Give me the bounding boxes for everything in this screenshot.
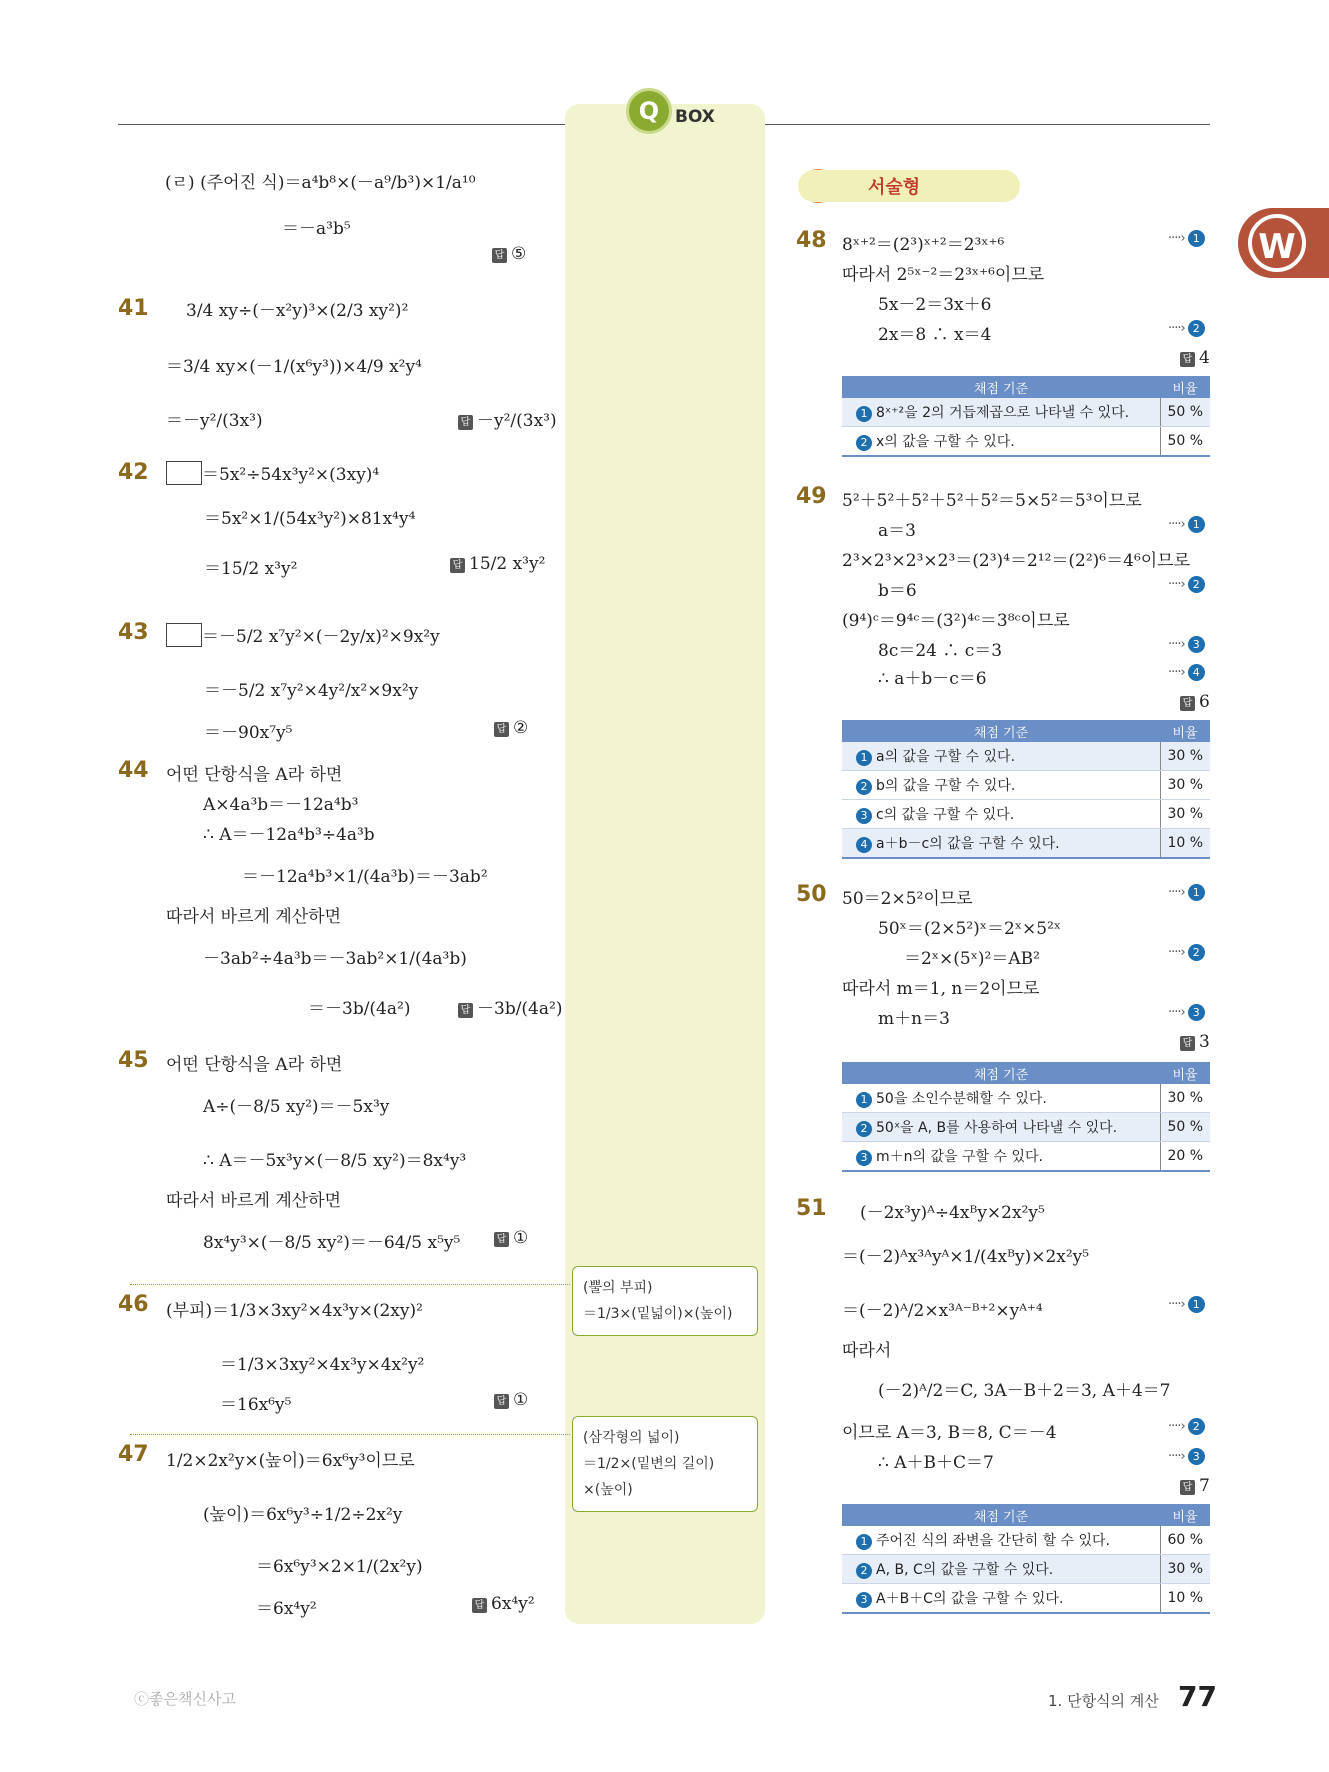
row-number-icon: 3 (856, 808, 872, 824)
arrow-icon: ····› (1168, 1449, 1185, 1464)
p49-line3: 2³×2³×2³×2³＝(2³)⁴＝2¹²＝(2²)⁶＝4⁶이므로 (842, 551, 1191, 571)
table-row (842, 1526, 1210, 1555)
side-mark (1238, 208, 1329, 278)
p49-step2 (1168, 576, 1205, 593)
p41-answer-value: －y²/(3x³) (477, 411, 557, 431)
criteria-header: 채점 기준 (842, 720, 1160, 742)
answer-icon: 답 (458, 415, 473, 430)
table-row (842, 800, 1210, 829)
p50-line3: ＝2ˣ×(5ˣ)²＝AB² (904, 949, 1040, 969)
p49-line7: ∴ a＋b－c＝6 (878, 669, 987, 689)
p42-answer-value: 15/2 x³y² (469, 554, 546, 574)
p49-step3 (1168, 636, 1205, 653)
p41-line2: ＝3/4 xy×(－1/(x⁶y³))×4/9 x²y⁴ (166, 357, 422, 377)
problem-number-50: 50 (796, 882, 827, 907)
criteria-text: A＋B＋C의 값을 구할 수 있다. (876, 1591, 1064, 1607)
answer-icon: 답 (450, 558, 465, 573)
row-number-icon: 1 (856, 406, 872, 422)
ratio-cell: 50 % (1160, 398, 1210, 427)
ratio-cell: 30 % (1160, 771, 1210, 800)
criteria-text: 50을 소인수분해할 수 있다. (876, 1091, 1047, 1107)
row-number-icon: 4 (856, 837, 872, 853)
p51-step2 (1168, 1418, 1205, 1435)
row-number-icon: 2 (856, 779, 872, 795)
p51-line6: 이므로 A＝3, B＝8, C＝－4 (842, 1423, 1057, 1443)
p47-answer-value: 6x⁴y² (491, 1594, 535, 1614)
qbox-label: BOX (675, 107, 715, 127)
p48-answer-value: 4 (1199, 348, 1210, 368)
p43-answer-value: ② (513, 718, 529, 738)
row-number-icon: 2 (856, 1563, 872, 1579)
p42-line1 (166, 460, 379, 485)
answer-icon: 답 (1180, 1036, 1195, 1051)
p40-answer (492, 244, 526, 264)
p42-line2: ＝5x²×1/(54x³y²)×81x⁴y⁴ (204, 509, 416, 529)
criteria-text: 8ˣ⁺²을 2의 거듭제곱으로 나타낼 수 있다. (876, 405, 1130, 421)
p45-line5: 8x⁴y³×(－8/5 xy²)＝－64/5 x⁵y⁵ (203, 1233, 461, 1253)
p44-line2: A×4a³b＝－12a⁴b³ (203, 795, 359, 815)
criteria-text: A, B, C의 값을 구할 수 있다. (876, 1562, 1054, 1578)
p45-line4: 따라서 바르게 계산하면 (166, 1191, 342, 1211)
p50-step3 (1168, 1004, 1205, 1021)
p47-answer (472, 1594, 535, 1614)
p48-step2 (1168, 320, 1205, 337)
p48-line4: 2x＝8 ∴ x＝4 (878, 325, 992, 345)
p41-line3: ＝－y²/(3x³) (166, 411, 263, 431)
arrow-icon: ····› (1168, 1005, 1185, 1020)
row-number-icon: 2 (856, 1121, 872, 1137)
p46-answer (494, 1390, 528, 1410)
answer-icon: 답 (492, 248, 507, 263)
problem-number-47: 47 (118, 1442, 149, 1467)
problem-number-45: 45 (118, 1048, 149, 1073)
p51-line1: (－2x³y)ᴬ÷4xᴮy×2x²y⁵ (860, 1203, 1045, 1223)
step-3-icon: 3 (1188, 1004, 1205, 1021)
p45-line1: 어떤 단항식을 A라 하면 (166, 1055, 343, 1075)
qbox-note2-line3: ×(높이) (583, 1482, 633, 1498)
chapter-title: 1. 단항식의 계산 (1048, 1692, 1159, 1710)
p51-step1 (1168, 1296, 1205, 1313)
answer-icon: 답 (472, 1598, 487, 1613)
p43-line3: ＝－90x⁷y⁵ (204, 723, 293, 743)
blank-box (166, 461, 202, 485)
ratio-cell: 20 % (1160, 1142, 1210, 1172)
qbox-note2-line2: ＝1/2×(밑변의 길이) (583, 1456, 715, 1472)
problem-number-49: 49 (796, 484, 827, 509)
step-4-icon: 4 (1188, 664, 1205, 681)
ratio-cell: 50 % (1160, 427, 1210, 457)
p51-line4: 따라서 (842, 1341, 892, 1361)
table-row (842, 1084, 1210, 1113)
page-number: 77 (1178, 1680, 1217, 1713)
p44-answer (458, 994, 562, 1019)
p51-step3 (1168, 1448, 1205, 1465)
ratio-cell: 30 % (1160, 1084, 1210, 1113)
p44-line4: ＝－12a⁴b³×1/(4a³b)＝－3ab² (242, 867, 488, 887)
p49-step1 (1168, 516, 1205, 533)
ratio-cell: 30 % (1160, 800, 1210, 829)
table-row (842, 1555, 1210, 1584)
p45-line2: A÷(－8/5 xy²)＝－5x³y (203, 1097, 390, 1117)
p50-answer-value: 3 (1199, 1032, 1210, 1052)
row-number-icon: 1 (856, 1092, 872, 1108)
p48-criteria-table (842, 376, 1210, 457)
p42-line3: ＝15/2 x³y² (204, 559, 298, 579)
p46-line3: ＝16x⁶y⁵ (220, 1395, 292, 1415)
ratio-header: 비율 (1160, 376, 1210, 398)
arrow-icon: ····› (1168, 231, 1185, 246)
section-title: 서술형 (868, 177, 921, 198)
p45-answer-value: ① (513, 1228, 529, 1248)
step-1-icon: 1 (1188, 1296, 1205, 1313)
ratio-cell: 30 % (1160, 1555, 1210, 1584)
p41-line1: 3/4 xy÷(－x²y)³×(2/3 xy²)² (186, 301, 409, 321)
qbox-note-cone-volume (572, 1266, 758, 1336)
p42-line1-text: ＝5x²÷54x³y²×(3xy)⁴ (202, 465, 380, 485)
p50-line1: 50＝2×5²이므로 (842, 889, 973, 909)
p48-line2: 따라서 2⁵ˣ⁻²＝2³ˣ⁺⁶이므로 (842, 265, 1045, 285)
ratio-cell: 50 % (1160, 1113, 1210, 1142)
arrow-icon: ····› (1168, 665, 1185, 680)
problem-number-43: 43 (118, 620, 149, 645)
step-1-icon: 1 (1188, 230, 1205, 247)
criteria-text: 50ˣ을 A, B를 사용하여 나타낼 수 있다. (876, 1120, 1118, 1136)
p50-answer (1180, 1032, 1210, 1052)
p43-line2: ＝－5/2 x⁷y²×4y²/x²×9x²y (204, 681, 419, 701)
problem-number-44: 44 (118, 758, 149, 783)
p50-line4: 따라서 m＝1, n＝2이므로 (842, 979, 1040, 999)
table-row (842, 829, 1210, 859)
publisher-credit: ⓒ좋은책신사고 (134, 1690, 236, 1708)
p48-line3: 5x－2＝3x＋6 (878, 295, 992, 315)
p42-answer (450, 554, 545, 574)
p40-line1: (ㄹ) (주어진 식)＝a⁴b⁸×(－a⁹/b³)×1/a¹⁰ (165, 173, 476, 193)
arrow-icon: ····› (1168, 885, 1185, 900)
answer-icon: 답 (494, 1394, 509, 1409)
qbox-logo: Q (626, 88, 672, 134)
criteria-header: 채점 기준 (842, 1504, 1160, 1526)
criteria-text: x의 값을 구할 수 있다. (876, 434, 1015, 450)
ratio-cell: 10 % (1160, 1584, 1210, 1614)
arrow-icon: ····› (1168, 637, 1185, 652)
criteria-text: m＋n의 값을 구할 수 있다. (876, 1149, 1043, 1165)
row-number-icon: 2 (856, 435, 872, 451)
arrow-icon: ····› (1168, 517, 1185, 532)
answer-icon: 답 (1180, 1480, 1195, 1495)
p49-line4: b＝6 (878, 581, 917, 601)
row-number-icon: 3 (856, 1592, 872, 1608)
row-number-icon: 1 (856, 1534, 872, 1550)
p44-line5: 따라서 바르게 계산하면 (166, 907, 342, 927)
p51-answer (1180, 1476, 1210, 1496)
p46-line2: ＝1/3×3xy²×4x³y×4x²y² (220, 1355, 425, 1375)
step-3-icon: 3 (1188, 636, 1205, 653)
p46-line1: (부피)＝1/3×3xy²×4x³y×(2xy)² (166, 1301, 423, 1321)
problem-number-46: 46 (118, 1292, 149, 1317)
p51-criteria-table (842, 1504, 1210, 1614)
ratio-header: 비율 (1160, 1504, 1210, 1526)
answer-icon: 답 (1180, 352, 1195, 367)
p44-line1: 어떤 단항식을 A라 하면 (166, 765, 343, 785)
w-icon: W (1248, 214, 1306, 272)
p51-answer-value: 7 (1199, 1476, 1210, 1496)
blank-box (166, 623, 202, 647)
p50-step2 (1168, 944, 1205, 961)
table-row (842, 1584, 1210, 1614)
step-2-icon: 2 (1188, 576, 1205, 593)
problem-number-41: 41 (118, 296, 149, 321)
p50-criteria-table (842, 1062, 1210, 1172)
table-row (842, 1113, 1210, 1142)
p49-line2: a＝3 (878, 521, 916, 541)
criteria-text: a의 값을 구할 수 있다. (876, 749, 1016, 765)
p46-answer-value: ① (513, 1390, 529, 1410)
arrow-icon: ····› (1168, 321, 1185, 336)
p51-line2: ＝(－2)ᴬx³ᴬyᴬ×1/(4xᴮy)×2x²y⁵ (842, 1247, 1090, 1267)
problem-number-48: 48 (796, 228, 827, 253)
p47-line1: 1/2×2x²y×(높이)＝6x⁶y³이므로 (166, 1451, 415, 1471)
top-rule-right (765, 124, 1210, 125)
answer-icon: 답 (494, 722, 509, 737)
p44-answer-value: －3b/(4a²) (477, 999, 563, 1019)
p48-answer (1180, 348, 1210, 368)
answer-icon: 답 (1180, 696, 1195, 711)
p41-answer (458, 406, 557, 431)
qbox-note2-line1: (삼각형의 넓이) (583, 1430, 680, 1446)
criteria-header: 채점 기준 (842, 376, 1160, 398)
connector-line-47 (130, 1434, 570, 1435)
arrow-icon: ····› (1168, 945, 1185, 960)
connector-line-46 (130, 1284, 570, 1285)
row-number-icon: 1 (856, 750, 872, 766)
step-2-icon: 2 (1188, 944, 1205, 961)
table-row (842, 1142, 1210, 1172)
criteria-text: b의 값을 구할 수 있다. (876, 778, 1016, 794)
top-rule-left (118, 124, 565, 125)
problem-number-42: 42 (118, 460, 149, 485)
ratio-cell: 10 % (1160, 829, 1210, 859)
answer-icon: 답 (458, 1003, 473, 1018)
row-number-icon: 3 (856, 1150, 872, 1166)
qbox-note1-line1: (뿔의 부피) (583, 1280, 653, 1296)
table-row (842, 771, 1210, 800)
ratio-header: 비율 (1160, 720, 1210, 742)
p44-line6: －3ab²÷4a³b＝－3ab²×1/(4a³b) (203, 949, 467, 969)
criteria-text: a＋b－c의 값을 구할 수 있다. (876, 836, 1060, 852)
problem-number-51: 51 (796, 1196, 827, 1221)
step-2-icon: 2 (1188, 1418, 1205, 1435)
p51-line7: ∴ A＋B＋C＝7 (878, 1453, 994, 1473)
answer-icon: 답 (494, 1232, 509, 1247)
p49-line1: 5²＋5²＋5²＋5²＋5²＝5×5²＝5³이므로 (842, 491, 1142, 511)
p49-line6: 8c＝24 ∴ c＝3 (878, 641, 1003, 661)
p47-line2: (높이)＝6x⁶y³÷1/2÷2x²y (203, 1505, 403, 1525)
p47-line3: ＝6x⁶y³×2×1/(2x²y) (256, 1557, 423, 1577)
step-1-icon: 1 (1188, 884, 1205, 901)
step-2-icon: 2 (1188, 320, 1205, 337)
arrow-icon: ····› (1168, 1419, 1185, 1434)
p44-line7: ＝－3b/(4a²) (308, 999, 411, 1019)
criteria-text: c의 값을 구할 수 있다. (876, 807, 1015, 823)
p40-line2: ＝－a³b⁵ (282, 219, 351, 239)
step-1-icon: 1 (1188, 516, 1205, 533)
arrow-icon: ····› (1168, 577, 1185, 592)
ratio-cell: 60 % (1160, 1526, 1210, 1555)
criteria-text: 주어진 식의 좌변을 간단히 할 수 있다. (876, 1533, 1111, 1549)
p48-step1 (1168, 230, 1205, 247)
step-3-icon: 3 (1188, 1448, 1205, 1465)
ratio-header: 비율 (1160, 1062, 1210, 1084)
qbox-note1-line2: ＝1/3×(밑넓이)×(높이) (583, 1306, 733, 1322)
p51-line5: (－2)ᴬ/2＝C, 3A－B＋2＝3, A＋4＝7 (878, 1381, 1171, 1401)
p43-line1-text: ＝－5/2 x⁷y²×(－2y/x)²×9x²y (202, 627, 440, 647)
qbox-column (565, 104, 765, 1624)
p49-answer-value: 6 (1199, 692, 1210, 712)
table-row (842, 427, 1210, 457)
p49-answer (1180, 692, 1210, 712)
p40-answer-value: ⑤ (511, 244, 527, 264)
qbox-note-triangle-area (572, 1416, 758, 1512)
p48-line1: 8ˣ⁺²＝(2³)ˣ⁺²＝2³ˣ⁺⁶ (842, 235, 1005, 255)
p43-answer (494, 718, 528, 738)
p49-criteria-table (842, 720, 1210, 859)
p45-answer (494, 1228, 528, 1248)
p50-line2: 50ˣ＝(2×5²)ˣ＝2ˣ×5²ˣ (878, 919, 1062, 939)
p49-line5: (9⁴)ᶜ＝9⁴ᶜ＝(3²)⁴ᶜ＝3⁸ᶜ이므로 (842, 611, 1070, 631)
arrow-icon: ····› (1168, 1297, 1185, 1312)
table-row (842, 398, 1210, 427)
table-row (842, 742, 1210, 771)
p50-line5: m＋n＝3 (878, 1009, 950, 1029)
p51-line3: ＝(－2)ᴬ/2×x³ᴬ⁻ᴮ⁺²×yᴬ⁺⁴ (842, 1301, 1043, 1321)
p49-step4 (1168, 664, 1205, 681)
p47-line4: ＝6x⁴y² (256, 1599, 317, 1619)
ratio-cell: 30 % (1160, 742, 1210, 771)
p50-step1 (1168, 884, 1205, 901)
p44-line3: ∴ A＝－12a⁴b³÷4a³b (203, 825, 375, 845)
criteria-header: 채점 기준 (842, 1062, 1160, 1084)
p43-line1 (166, 622, 440, 647)
p45-line3: ∴ A＝－5x³y×(－8/5 xy²)＝8x⁴y³ (203, 1151, 467, 1171)
